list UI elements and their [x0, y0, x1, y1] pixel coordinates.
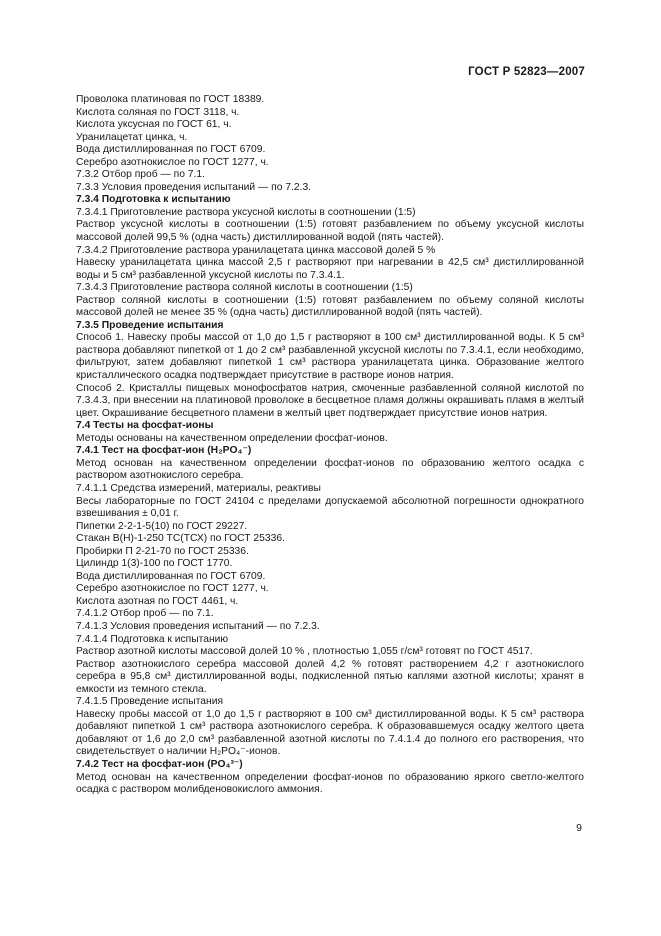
text-line: Вода дистиллированная по ГОСТ 6709. [76, 570, 266, 582]
text-line: 7.4.2 Тест на фосфат-ион (PO₄³⁻) [76, 758, 243, 770]
text-line: 7.4.1.4 Подготовка к испытанию [76, 633, 229, 645]
text-line: 7.4 Тесты на фосфат-ионы [76, 420, 214, 432]
text-line: 7.3.4.2 Приготовление раствора уранилацетата цинка массовой долей 5 % [76, 244, 436, 256]
text-line: 7.3.5 Проведение испытания [76, 319, 224, 331]
paragraph: Навеску уранилацетата цинка массой 2,5 г растворяют при нагревании в 42,5 см³ дистиллированной воды и 5 см³ разбавленной уксусной кислоты по 7.3.4.1. [76, 257, 584, 281]
text-line: Методы основаны на качественном определении фосфат-ионов. [76, 432, 388, 444]
text-line: 7.4.1.1 Средства измерений, материалы, реактивы [76, 482, 321, 494]
text-line: 7.4.1 Тест на фосфат-ион (H₂PO₄⁻) [76, 445, 252, 457]
paragraph: Раствор уксусной кислоты в соотношении (1:5) готовят разбавлением по объему уксусной кислоты массовой долей 99,5 % (одна часть) дистиллированной водой (пять частей). [76, 219, 584, 244]
paragraph: Способ 2. Кристаллы пищевых монофосфатов натрия, смоченные разбавленной соляной кислотой по 7.3.4.3, при внесении на платиновой проволоке в бесцветное пламя должны окрашивать пламя в желтый цвет. Окрашивание бесцветного пламени в желтый цвет подтверждает присутствие ионов натрия. [76, 382, 584, 419]
paragraph: Навеску пробы массой от 1,0 до 1,5 г растворяют в 100 см³ дистиллированной воды. К 5 см³ раствора добавляют пипеткой 1 см³ раствора азотнокислого серебра. К образовавшемуся осадку желтого цвета добавляют от 1,6 до 2,0 см³ разбавленной азотной кислоты по 7.4.1.4 до полного его растворения, что свидетельствует о наличии H₂PO₄⁻-ионов. [76, 708, 584, 758]
page-number: 9 [576, 822, 582, 834]
paragraph: Метод основан на качественном определении фосфат-ионов по образованию яркого светло-желтого осадка с раствором молибденовокислого аммония. [76, 771, 584, 796]
paragraph: Весы лабораторные по ГОСТ 24104 с пределами допускаемой абсолютной погрешности однократного взвешивания ± 0,01 г. [76, 495, 584, 520]
text-line: 7.4.1.5 Проведение испытания [76, 696, 224, 708]
text-line: 7.3.4.3 Приготовление раствора соляной кислоты в соотношении (1:5) [76, 282, 413, 294]
text-line: Пробирки П 2-21-70 по ГОСТ 25336. [76, 545, 249, 557]
text-line: Раствор азотной кислоты массовой долей 10 % , плотностью 1,055 г/см³ готовят по ГОСТ 4517. [76, 646, 533, 658]
text-line: 7.3.3 Условия проведения испытаний — по 7.2.3. [76, 181, 312, 193]
text-line: 7.4.1.3 Условия проведения испытаний — по 7.2.3. [76, 620, 320, 632]
text-line: Кислота уксусная по ГОСТ 61, ч. [76, 119, 232, 131]
text-line: Кислота азотная по ГОСТ 4461, ч. [76, 595, 239, 607]
document-header: ГОСТ Р 52823—2007 [468, 66, 585, 78]
paragraph: Раствор соляной кислоты в соотношении (1:5) готовят разбавлением по объему соляной кислоты массовой долей не менее 35 % (одна часть) дистиллированной водой (пять частей). [76, 294, 584, 319]
paragraph: Метод основан на качественном определении фосфат-ионов по образованию желтого осадка с раствором азотнокислого серебра. [76, 457, 584, 482]
text-line: Серебро азотнокислое по ГОСТ 1277, ч. [76, 156, 269, 168]
paragraph: Способ 1. Навеску пробы массой от 1,0 до 1,5 г растворяют в 100 см³ дистиллированной воды. К 5 см³ раствора добавляют пипеткой от 1 до 2 см³ разбавленной уксусной кислоты по 7.3.4.1, если необходимо, фильтруют, затем добавляют пипеткой 1 см³ раствора уранилацетата цинка. Образование желтого кристаллического осадка подтверждает присутствие в растворе ионов натрия. [76, 332, 584, 382]
text-line: Пипетки 2-2-1-5(10) по ГОСТ 29227. [76, 520, 248, 532]
text-line: Цилиндр 1(3)-100 по ГОСТ 1770. [76, 558, 233, 570]
paragraph: Раствор азотнокислого серебра массовой долей 4,2 % готовят растворением 4,2 г азотнокислого серебра в 95,8 см³ дистиллированной воды, подкисленной пятью каплями азотной кислоты; хранят в емкости из темного стекла. [76, 658, 584, 695]
text-line: Проволока платиновая по ГОСТ 18389. [76, 94, 265, 105]
text-line: Серебро азотнокислое по ГОСТ 1277, ч. [76, 583, 269, 595]
text-line: 7.3.2 Отбор проб — по 7.1. [76, 169, 205, 181]
text-line: Уранилацетат цинка, ч. [76, 131, 188, 143]
text-line: Кислота соляная по ГОСТ 3118, ч. [76, 106, 240, 118]
text-line: Вода дистиллированная по ГОСТ 6709. [76, 144, 266, 156]
page-content [76, 94, 584, 797]
text-line: 7.3.4 Подготовка к испытанию [76, 194, 231, 206]
text-line: 7.3.4.1 Приготовление раствора уксусной кислоты в соотношении (1:5) [76, 206, 416, 218]
text-line: 7.4.1.2 Отбор проб — по 7.1. [76, 608, 214, 620]
text-line: Стакан В(Н)-1-250 ТС(ТСХ) по ГОСТ 25336. [76, 533, 285, 545]
